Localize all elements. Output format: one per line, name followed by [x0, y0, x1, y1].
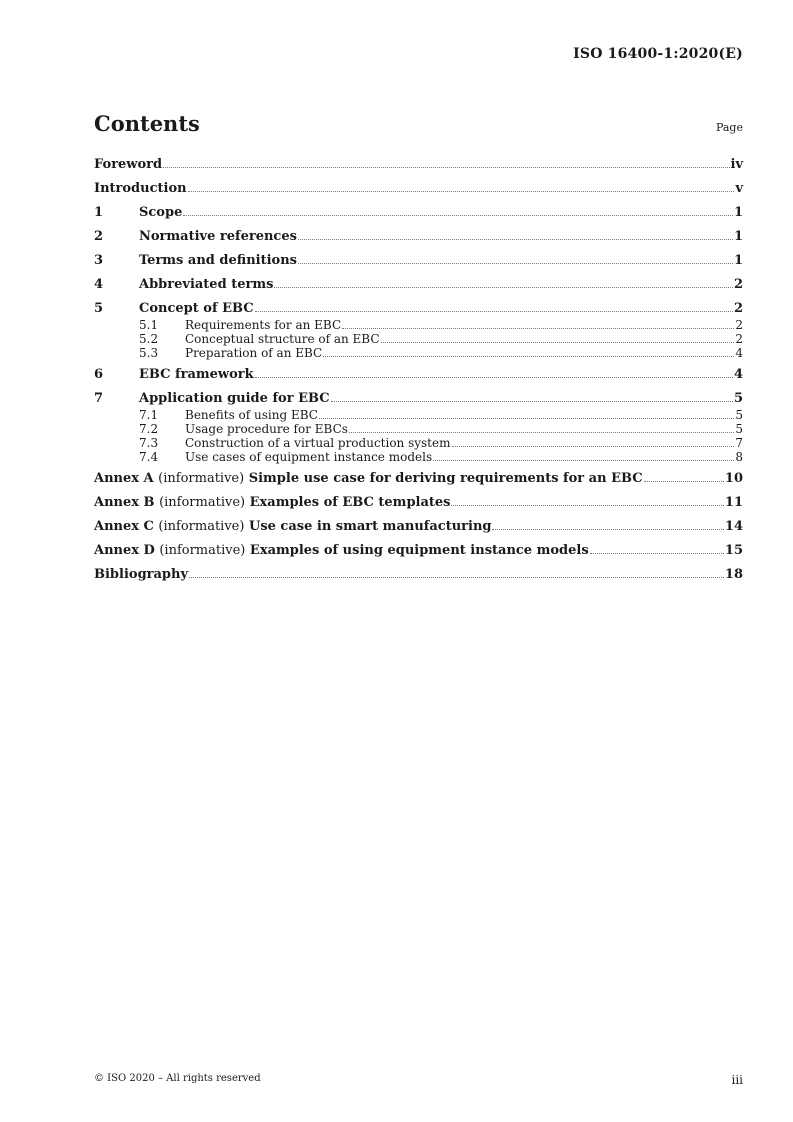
toc-entry-application-guide[interactable] [94, 389, 743, 408]
toc-entry-number: 2 [94, 229, 104, 244]
toc-entry-annex-c[interactable] [94, 517, 743, 536]
leader-dots [381, 342, 735, 343]
toc-entry-number: 7 [94, 391, 104, 406]
toc-entry-number: 5 [94, 301, 104, 316]
leader-dots [319, 418, 734, 419]
document-identifier: ISO 16400-1:2020(E) [573, 46, 743, 62]
toc-subentry-title: Preparation of an EBC [185, 346, 323, 360]
copyright-notice: © ISO 2020 – All rights reserved [94, 1073, 261, 1084]
toc-entry-scope[interactable] [94, 203, 743, 222]
annex-title: Simple use case for deriving requirements for an EBC [248, 471, 643, 486]
leader-dots [183, 215, 733, 216]
toc-entry-page: 5 [733, 391, 743, 406]
annex-type: (informative) [158, 519, 245, 534]
toc-entry-title: Normative references [139, 229, 297, 244]
toc-entry-page: 1 [733, 229, 743, 244]
toc-subentry-requirements[interactable] [94, 318, 743, 332]
toc-entry-page: 14 [724, 519, 743, 534]
toc-subentry-page: 8 [735, 450, 743, 464]
leader-dots [255, 311, 733, 312]
leader-dots [451, 505, 723, 506]
leader-dots [342, 328, 734, 329]
annex-label: Annex D [94, 543, 155, 558]
toc-subentry-use-cases[interactable] [94, 450, 743, 464]
toc-entry-page: 4 [733, 367, 743, 382]
annex-title: Use case in smart manufacturing [248, 519, 492, 534]
toc-entry-page: 1 [733, 205, 743, 220]
table-of-contents [94, 155, 743, 584]
leader-dots [298, 263, 733, 264]
toc-entry-page: 11 [724, 495, 743, 510]
toc-entry-title: Application guide for EBC [139, 391, 330, 406]
toc-entry-title: Terms and definitions [139, 253, 297, 268]
annex-type: (informative) [158, 471, 245, 486]
toc-entry-ebc-framework[interactable] [94, 365, 743, 384]
toc-entry-page: iv [730, 157, 743, 172]
toc-entry-title: Introduction [94, 181, 187, 196]
toc-entry-terms-and-definitions[interactable] [94, 251, 743, 270]
toc-subentry-title: Requirements for an EBC [185, 318, 342, 332]
toc-subentry-preparation[interactable] [94, 346, 743, 360]
toc-entry-title: Scope [139, 205, 183, 220]
toc-subentry-number: 7.2 [139, 422, 159, 436]
leader-dots [433, 460, 734, 461]
toc-entry-page: 1 [733, 253, 743, 268]
toc-subentry-conceptual-structure[interactable] [94, 332, 743, 346]
leader-dots [452, 446, 735, 447]
annex-label: Annex C [94, 519, 154, 534]
toc-subentry-page: 5 [735, 408, 743, 422]
toc-entry-introduction[interactable] [94, 179, 743, 198]
leader-dots [163, 167, 729, 168]
toc-entry-title: EBC framework [139, 367, 254, 382]
leader-dots [644, 481, 724, 482]
leader-dots [188, 191, 735, 192]
leader-dots [492, 529, 723, 530]
annex-label: Annex A [94, 471, 154, 486]
page-number: iii [731, 1073, 743, 1087]
toc-entry-page: 18 [724, 567, 743, 582]
toc-subentry-page: 4 [735, 346, 743, 360]
toc-entry-title: Bibliography [94, 567, 189, 582]
toc-entry-page: v [735, 181, 743, 196]
leader-dots [274, 287, 733, 288]
toc-subentry-page: 5 [735, 422, 743, 436]
page-footer [94, 1073, 743, 1087]
toc-subentry-number: 7.3 [139, 436, 159, 450]
page-column-label: Page [715, 121, 743, 134]
toc-subentry-title: Usage procedure for EBCs [185, 422, 348, 436]
toc-subentry-title: Construction of a virtual production system [185, 436, 451, 450]
annex-label: Annex B [94, 495, 155, 510]
toc-subentry-page: 2 [735, 318, 743, 332]
annex-title: Examples of using equipment instance models [249, 543, 589, 558]
toc-subentry-title: Use cases of equipment instance models [185, 450, 433, 464]
toc-entry-title: Foreword [94, 157, 163, 172]
toc-entry-foreword[interactable] [94, 155, 743, 174]
toc-entry-normative-references[interactable] [94, 227, 743, 246]
toc-subentry-virtual-production-system[interactable] [94, 436, 743, 450]
leader-dots [331, 401, 733, 402]
toc-subentry-title: Benefits of using EBC [185, 408, 318, 422]
toc-entry-abbreviated-terms[interactable] [94, 275, 743, 294]
contents-title-row [94, 111, 743, 136]
toc-entry-number: 3 [94, 253, 104, 268]
toc-subentry-number: 7.1 [139, 408, 159, 422]
toc-entry-bibliography[interactable] [94, 565, 743, 584]
annex-type: (informative) [159, 543, 246, 558]
toc-entry-number: 4 [94, 277, 104, 292]
toc-entry-number: 6 [94, 367, 104, 382]
toc-subentry-title: Conceptual structure of an EBC [185, 332, 380, 346]
leader-dots [189, 577, 724, 578]
toc-entry-title: Concept of EBC [139, 301, 254, 316]
toc-entry-annex-d[interactable] [94, 541, 743, 560]
annex-title: Examples of EBC templates [249, 495, 451, 510]
toc-subentry-benefits[interactable] [94, 408, 743, 422]
leader-dots [255, 377, 733, 378]
toc-entry-page: 15 [724, 543, 743, 558]
toc-entry-title: Abbreviated terms [139, 277, 274, 292]
toc-entry-concept-of-ebc[interactable] [94, 299, 743, 318]
toc-subentry-page: 2 [735, 332, 743, 346]
toc-entry-annex-b[interactable] [94, 493, 743, 512]
toc-entry-page: 2 [733, 301, 743, 316]
leader-dots [298, 239, 733, 240]
toc-subentry-usage-procedure[interactable] [94, 422, 743, 436]
toc-subentry-page: 7 [735, 436, 743, 450]
leader-dots [590, 553, 724, 554]
toc-subentry-number: 5.1 [139, 318, 159, 332]
leader-dots [349, 432, 734, 433]
toc-subentry-number: 5.2 [139, 332, 159, 346]
leader-dots [323, 356, 734, 357]
toc-entry-page: 2 [733, 277, 743, 292]
annex-type: (informative) [159, 495, 246, 510]
toc-entry-number: 1 [94, 205, 104, 220]
toc-entry-annex-a[interactable] [94, 469, 743, 488]
toc-entry-page: 10 [724, 471, 743, 486]
toc-subentry-number: 5.3 [139, 346, 159, 360]
toc-subentry-number: 7.4 [139, 450, 159, 464]
page-title: Contents [94, 111, 200, 136]
